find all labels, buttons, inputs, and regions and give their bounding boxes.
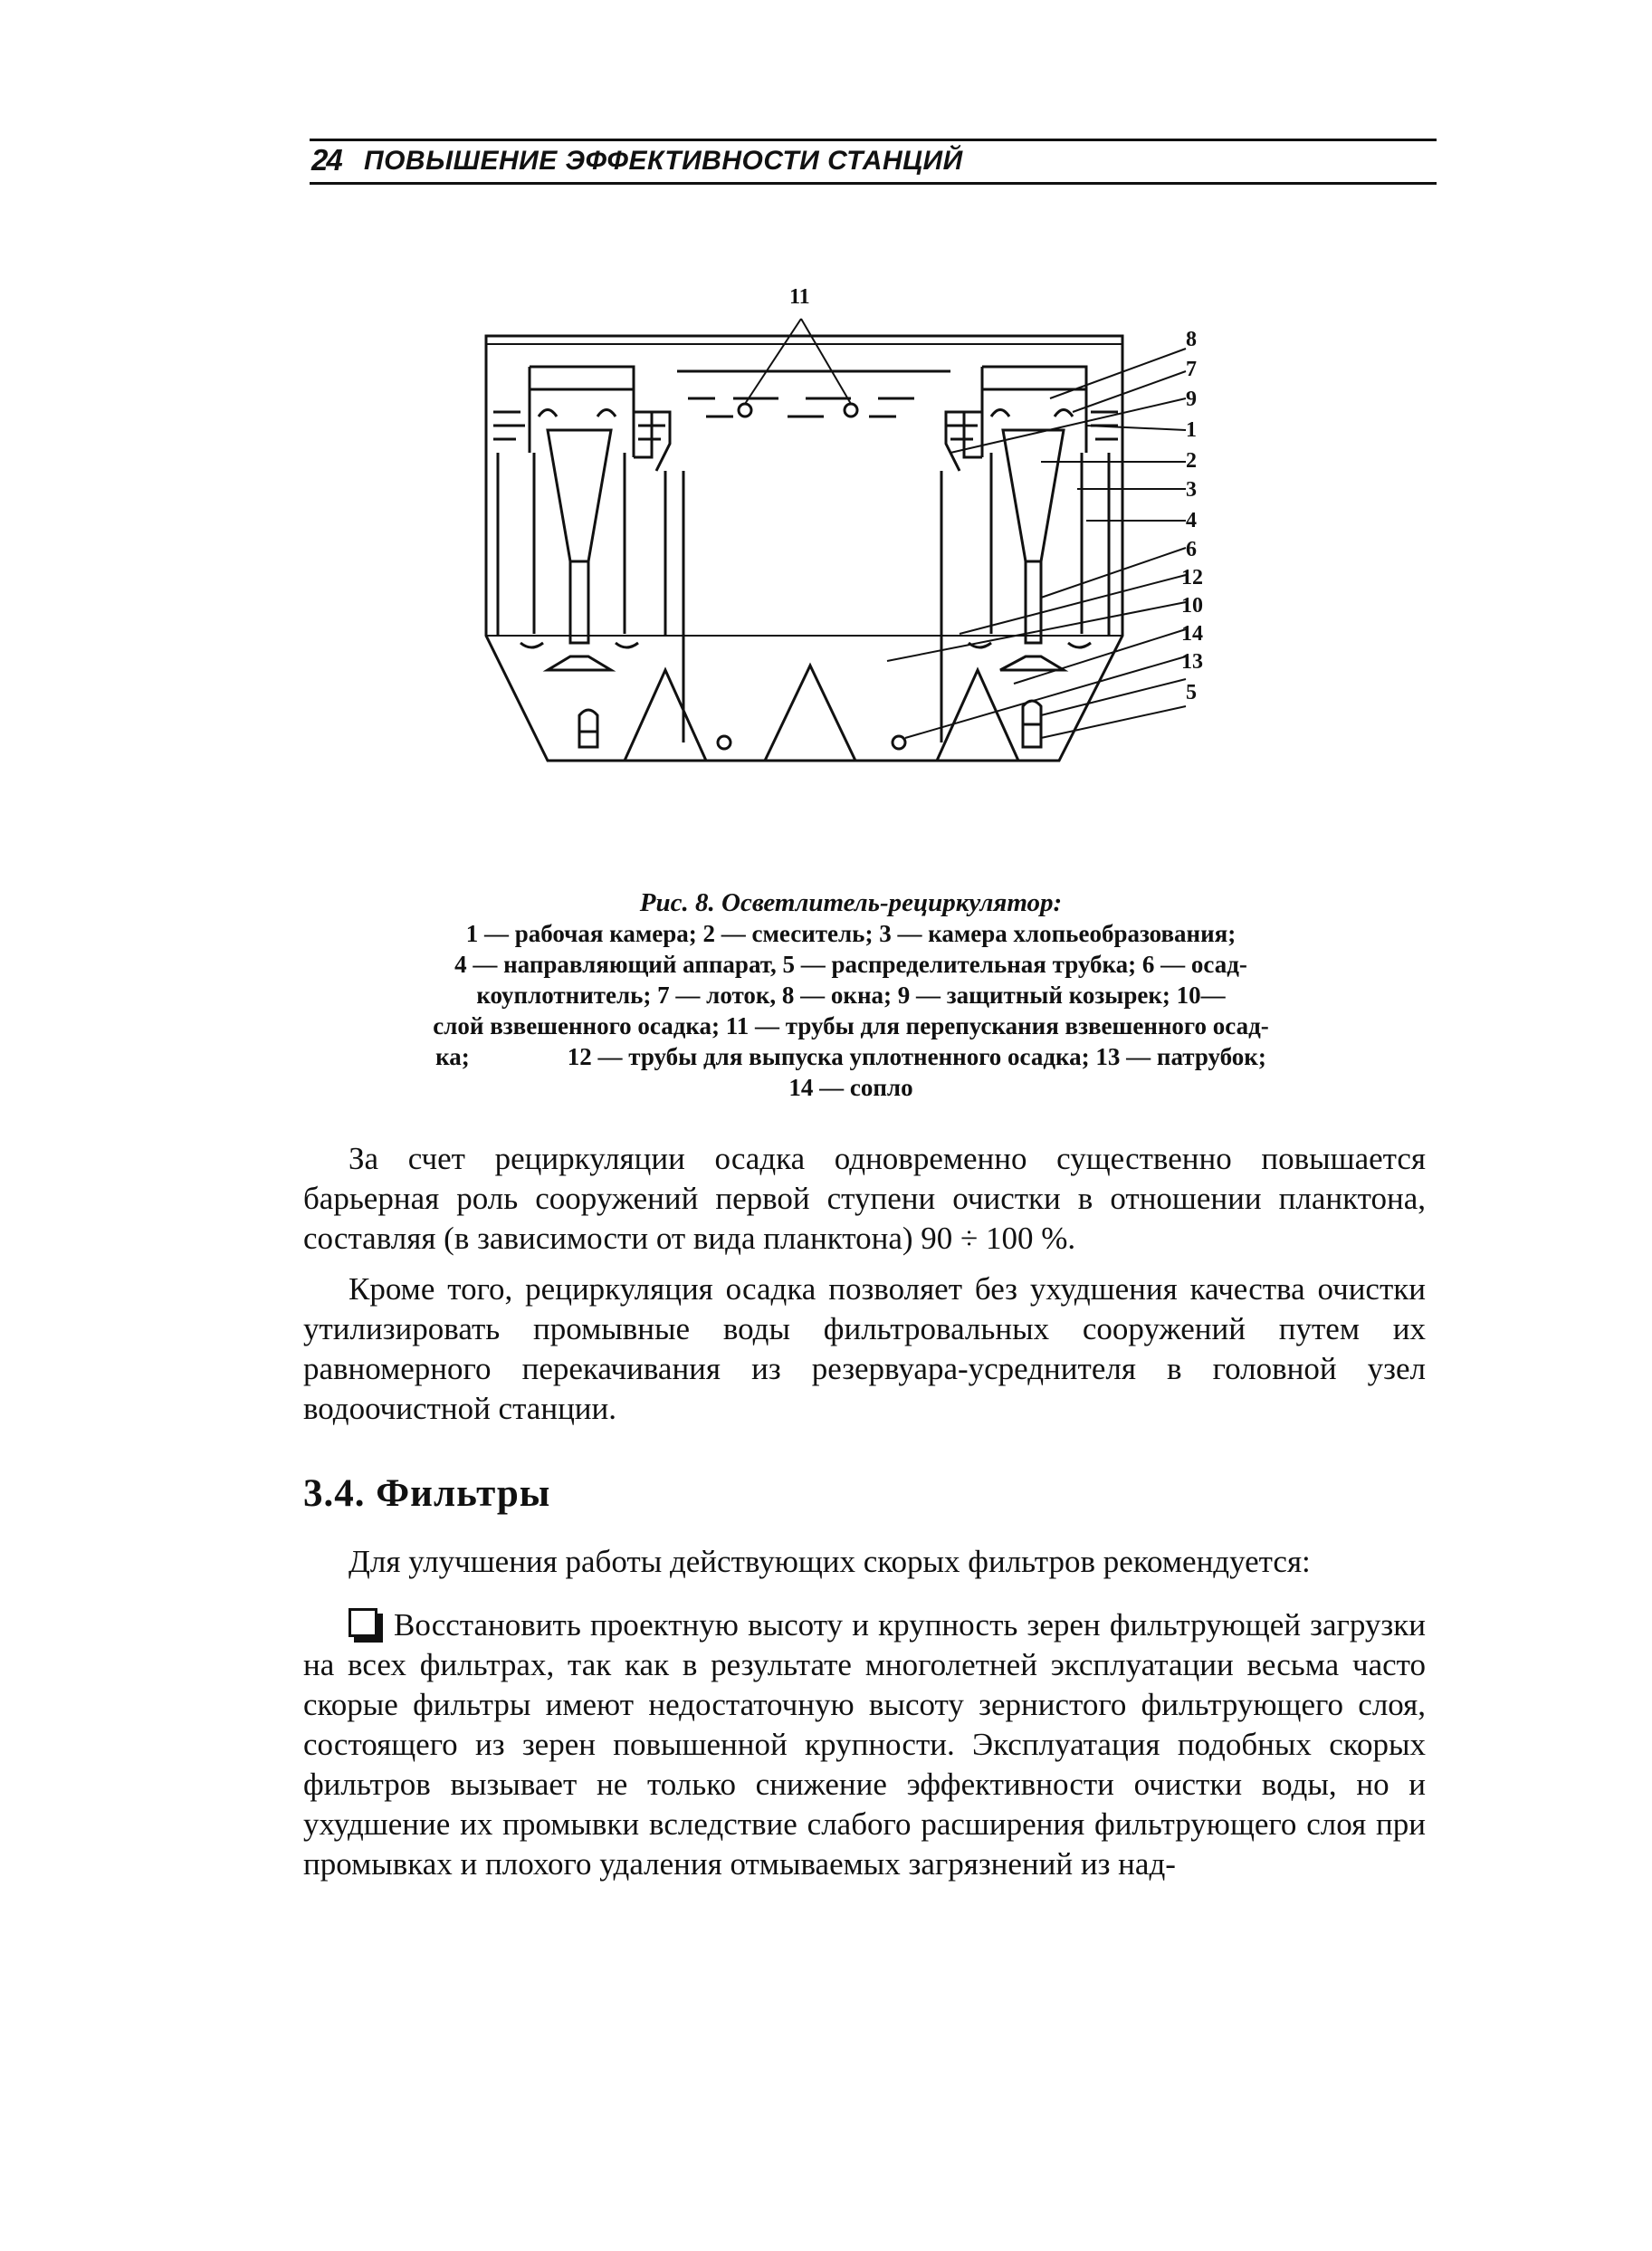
running-title: ПОВЫШЕНИЕ ЭФФЕКТИВНОСТИ СТАНЦИЙ — [364, 146, 963, 176]
label-8: 8 — [1186, 328, 1197, 351]
label-5: 5 — [1186, 681, 1197, 704]
label-10: 10 — [1181, 594, 1203, 618]
caption-line: ка; 12 — трубы для выпуска уплотненного осадка; 13 — патрубок; — [435, 1043, 1266, 1070]
label-6: 6 — [1186, 538, 1197, 561]
paragraph-2: Кроме того, рециркуляция осадка позволяет без ухудшения качества очистки утилизировать промывные воды фильтровальных сооружений путем их равномерного перекачивания из резервуара-усреднителя в головной узел водоочистной станции. — [303, 1271, 1426, 1426]
label-13: 13 — [1181, 650, 1203, 674]
caption-line: слой взвешенного осадка; 11 — трубы для перепускания взвешенного осад- — [433, 1012, 1269, 1039]
page-number: 24 — [311, 143, 341, 177]
label-7: 7 — [1186, 358, 1197, 381]
tank-outline — [486, 336, 1122, 761]
caption-line: 14 — сопло — [788, 1074, 913, 1101]
caption-title: Рис. 8. Осветлитель-рециркулятор: — [639, 888, 1063, 917]
header-rule-top — [310, 139, 1437, 141]
label-11: 11 — [789, 285, 810, 309]
center-cone — [765, 666, 855, 761]
figure-caption — [371, 887, 1331, 1103]
caption-line: коуплотнитель; 7 — лоток, 8 — окна; 9 — защитный козырек; 10— — [476, 982, 1226, 1009]
right-mixer — [1003, 430, 1064, 561]
label-2: 2 — [1186, 449, 1197, 473]
section-heading: 3.4. Фильтры — [303, 1472, 551, 1515]
caption-line: 1 — рабочая камера; 2 — смеситель; 3 — камера хлопьеобразования; — [465, 920, 1237, 947]
left-mixer — [548, 430, 611, 561]
label-4: 4 — [1186, 509, 1197, 532]
label-1: 1 — [1186, 418, 1197, 442]
paragraph-1: За счет рециркуляции осадка одновременно существенно повышается барьерная роль сооружений первой ступени очистки в отношении планктона, составляя (в зависимости от вида планктона) 90 ÷ 100 %. — [303, 1141, 1426, 1256]
bullet-item-1 — [303, 1605, 1426, 1884]
caption-line: 4 — направляющий аппарат, 5 — распределительная трубка; 6 — осад- — [454, 951, 1247, 978]
label-3: 3 — [1186, 478, 1197, 502]
label-9: 9 — [1186, 388, 1197, 411]
header-rule-bottom — [310, 182, 1437, 185]
checkbox-bullet-icon — [349, 1608, 377, 1637]
bullet-item-text: Восстановить проектную высоту и крупность зерен фильтрующей загрузки на всех фильтрах, так как в результате многолетней эксплуатации весьма часто скорые фильтры имеют недостаточную высоту зернистого фильтрующего слоя, состоящего из зерен повышенной крупности. Эксплуатация подобных скорых фильтров вызывает не только снижение эффективности очистки воды, но и ухудшение их промывки вследствие слабого расширения фильтрующего слоя при промывках и плохого удаления отмываемых загрязнений из над- — [303, 1607, 1426, 1882]
paragraph-3: Для улучшения работы действующих скорых фильтров рекомендуется: — [349, 1544, 1311, 1579]
label-14: 14 — [1181, 622, 1203, 646]
label-12: 12 — [1181, 566, 1203, 589]
left-cone — [625, 670, 706, 761]
right-cone — [937, 670, 1018, 761]
figure-clarifier-diagram — [471, 272, 1240, 779]
